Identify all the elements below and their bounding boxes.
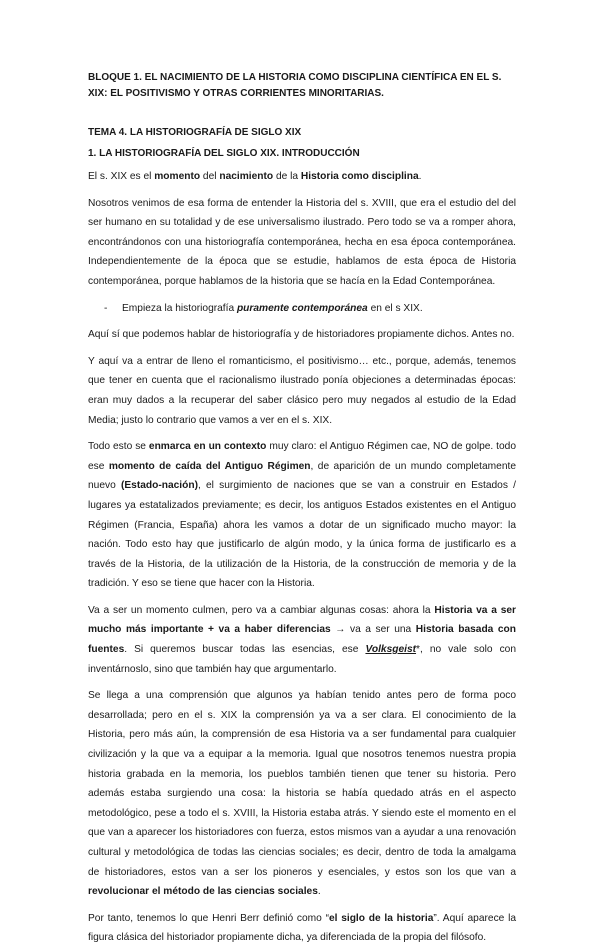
paragraph-1: El s. XIX es el momento del nacimiento de la Historia como disciplina. <box>88 171 422 182</box>
paragraph-4: Y aquí va a entrar de lleno el romanticismo, el positivismo… etc., porque, además, tenemos que tener en cuenta que el racionalismo ilustrado ponía objeciones a determinadas épocas: eran muy dados a la recuperar del saber clásico pero muy negados al estudio de la Edad Media; justo lo contrario que vamos a ver en el s. XIX. <box>88 355 516 426</box>
section-title: 1. LA HISTORIOGRAFÍA DEL SIGLO XIX. INTRODUCCIÓN <box>88 148 360 159</box>
paragraph-3: Aquí sí que podemos hablar de historiografía y de historiadores propiamente dichos. Antes no. <box>88 329 515 341</box>
paragraph-2: Nosotros venimos de esa forma de entender la Historia del s. XVIII, que era el estudio del del ser humano en su totalidad y de ese universalismo ilustrado. Pero todo se va a romper ahora, encontrándonos con una historiografía contemporánea, hecha en esa época contemporánea. Independientemente de la época que se estudie, hablamos de esta época de Historia contemporánea, porque hablamos de la historia que se hacía en la Edad Contemporánea. <box>88 197 516 287</box>
bloque-title: BLOQUE 1. EL NACIMIENTO DE LA HISTORIA COMO DISCIPLINA CIENTÍFICA EN EL S. XIX: EL POSITIVISMO Y OTRAS CORRIENTES MINORITARIAS. <box>88 72 502 99</box>
paragraph-7: Se llega a una comprensión que algunos ya habían tenido antes pero de forma poco desarrollada; pero en el s. XIX la comprensión ya va a ser clara. El conocimiento de la Historia, pero más aún, la comprensión de esa Historia va a ser fundamental para cualquier civilización y la que va a equipar a la memoria. Igual que nosotros tenemos nuestra propia historia grabada en la memoria, los pueblos también tienen que tener su historia. Pero además estaba surgiendo una cosa: la historia se había quedado atrás en el aspecto metodológico, pese a todo el s. XVIII, la Historia estaba atrás. Y siendo este el momento en el que van a aparecer los historiadores con fuerza, estos mismos van a ayudar a una renovación cultural y metodológica de todas las ciencias sociales; es decir, dentro de toda la amalgama de historiadores, estos van a ser los pioneros y esenciales, y estos son los que van a revolucionar el método de las ciencias sociales. <box>88 690 516 898</box>
paragraph-8: Por tanto, tenemos lo que Henri Berr definió como “el siglo de la historia”. Aquí aparece la figura clásica del historiador propiamente dicha, ya diferenciada de la propia del filósofo. <box>88 912 517 944</box>
bullet-dash: - <box>104 302 108 314</box>
tema-title: TEMA 4. LA HISTORIOGRAFÍA DE SIGLO XIX <box>88 127 302 138</box>
paragraph-6: Va a ser un momento culmen, pero va a cambiar algunas cosas: ahora la Historia va a ser mucho más importante + va a haber diferencias → va a ser una Historia basada con fuentes. Si queremos buscar todas las esencias, ese Volksgeist*, no vale solo con inventárnoslo, sino que también hay que argumentarlo. <box>88 604 517 675</box>
paragraph-5: Todo esto se enmarca en un contexto muy claro: el Antiguo Régimen cae, NO de golpe. todo ese momento de caída del Antiguo Régimen, de aparición de un mundo completamente nuevo (Estado-nación), el surgimiento de naciones que se van a construir en Estados / lugares ya estatalizados previamente; es decir, los antiguos Estados existentes en el Antiguo Régimen (Francia, España) ahora les vamos a dotar de un significado mucho mayor: la nación. Todo esto hay que justificarlo de algún modo, y la única forma de justificarlo es a través de la Historia, de la utilización de la Historia, de la construcción de memoria y de la tradición. Y eso se tiene que hacer con la Historia. <box>88 441 517 590</box>
bullet-item <box>88 299 516 319</box>
bullet-text: Empieza la historiografía puramente contemporánea en el s XIX. <box>122 302 423 314</box>
document-body <box>88 70 516 948</box>
